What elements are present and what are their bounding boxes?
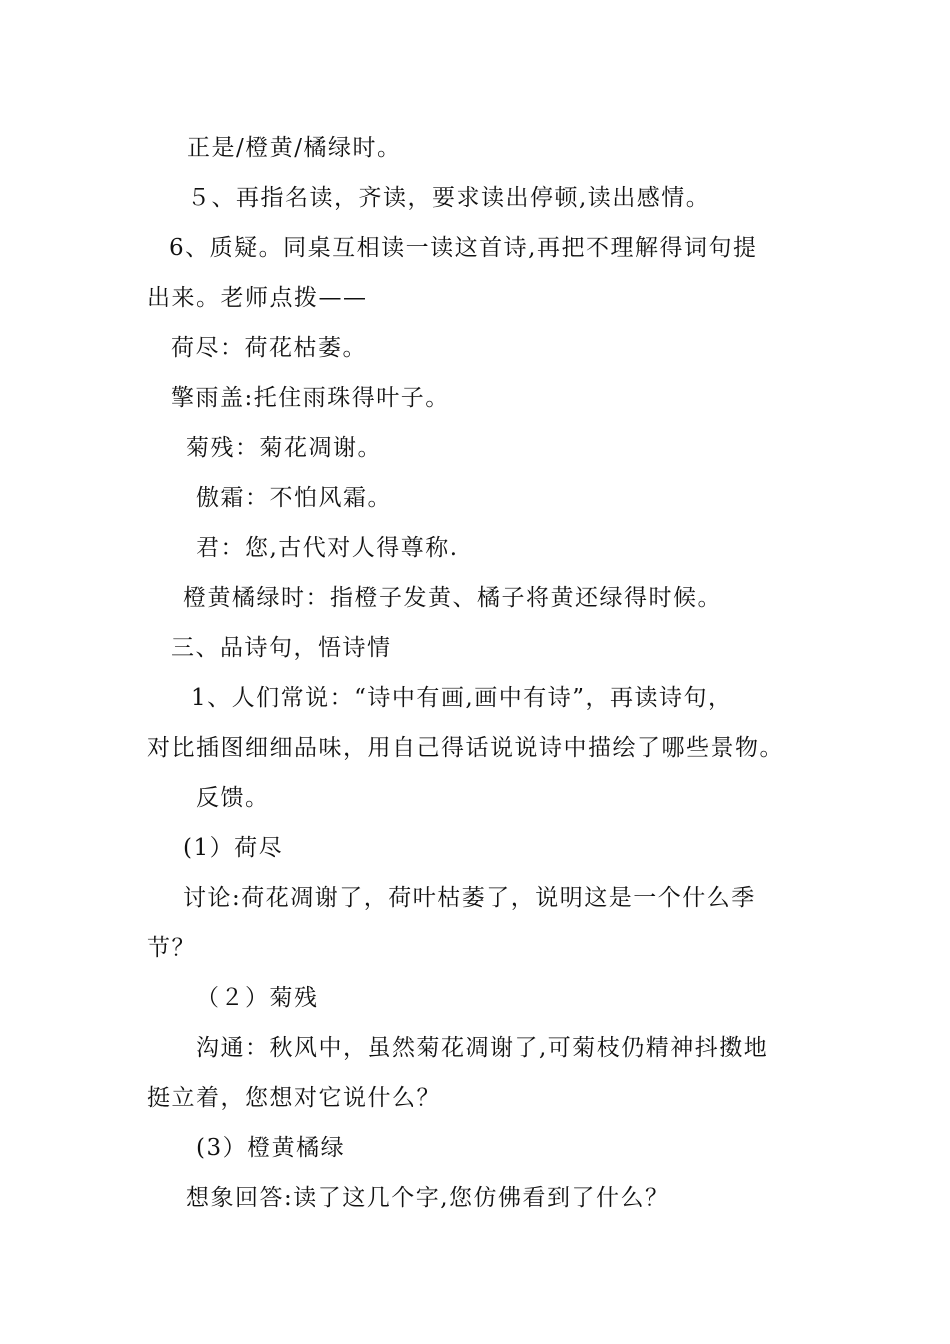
text-line-1: 正是/橙黄/橘绿时。 — [187, 135, 402, 161]
text-line-14: 反馈。 — [196, 785, 270, 811]
text-line-21: (3）橙黄橘绿 — [196, 1135, 346, 1161]
text-line-13: 对比插图细细品味，用自己得话说说诗中描绘了哪些景物。 — [147, 735, 784, 761]
text-line-17: 节？ — [147, 935, 196, 961]
text-line-18: （２）菊残 — [196, 985, 319, 1011]
text-line-12: 1、人们常说：“诗中有画,画中有诗”，再读诗句， — [191, 685, 733, 711]
text-line-20: 挺立着，您想对它说什么？ — [147, 1085, 441, 1111]
text-line-4: 出来。老师点拨—— — [147, 285, 368, 311]
text-line-2: ５、再指名读，齐读，要求读出停顿,读出感情。 — [187, 185, 711, 211]
text-line-22: 想象回答:读了这几个字,您仿佛看到了什么？ — [186, 1185, 670, 1211]
text-line-10: 橙黄橘绿时：指橙子发黄、橘子将黄还绿得时候。 — [183, 585, 722, 611]
section-heading: 三、品诗句，悟诗情 — [171, 635, 392, 661]
text-line-3: 6、质疑。同桌互相读一读这首诗,再把不理解得词句提 — [169, 235, 758, 261]
text-line-8: 傲霜：不怕风霜。 — [196, 485, 392, 511]
text-line-15: (1）荷尽 — [183, 835, 284, 861]
text-line-16: 讨论:荷花凋谢了，荷叶枯萎了，说明这是一个什么季 — [183, 885, 756, 911]
text-line-7: 菊残：菊花凋谢。 — [186, 435, 382, 461]
text-line-6: 擎雨盖:托住雨珠得叶子。 — [171, 385, 450, 411]
text-line-9: 君：您,古代对人得尊称. — [196, 535, 459, 561]
text-line-19: 沟通：秋风中，虽然菊花凋谢了,可菊枝仍精神抖擞地 — [196, 1035, 769, 1061]
text-line-5: 荷尽：荷花枯萎。 — [171, 335, 367, 361]
